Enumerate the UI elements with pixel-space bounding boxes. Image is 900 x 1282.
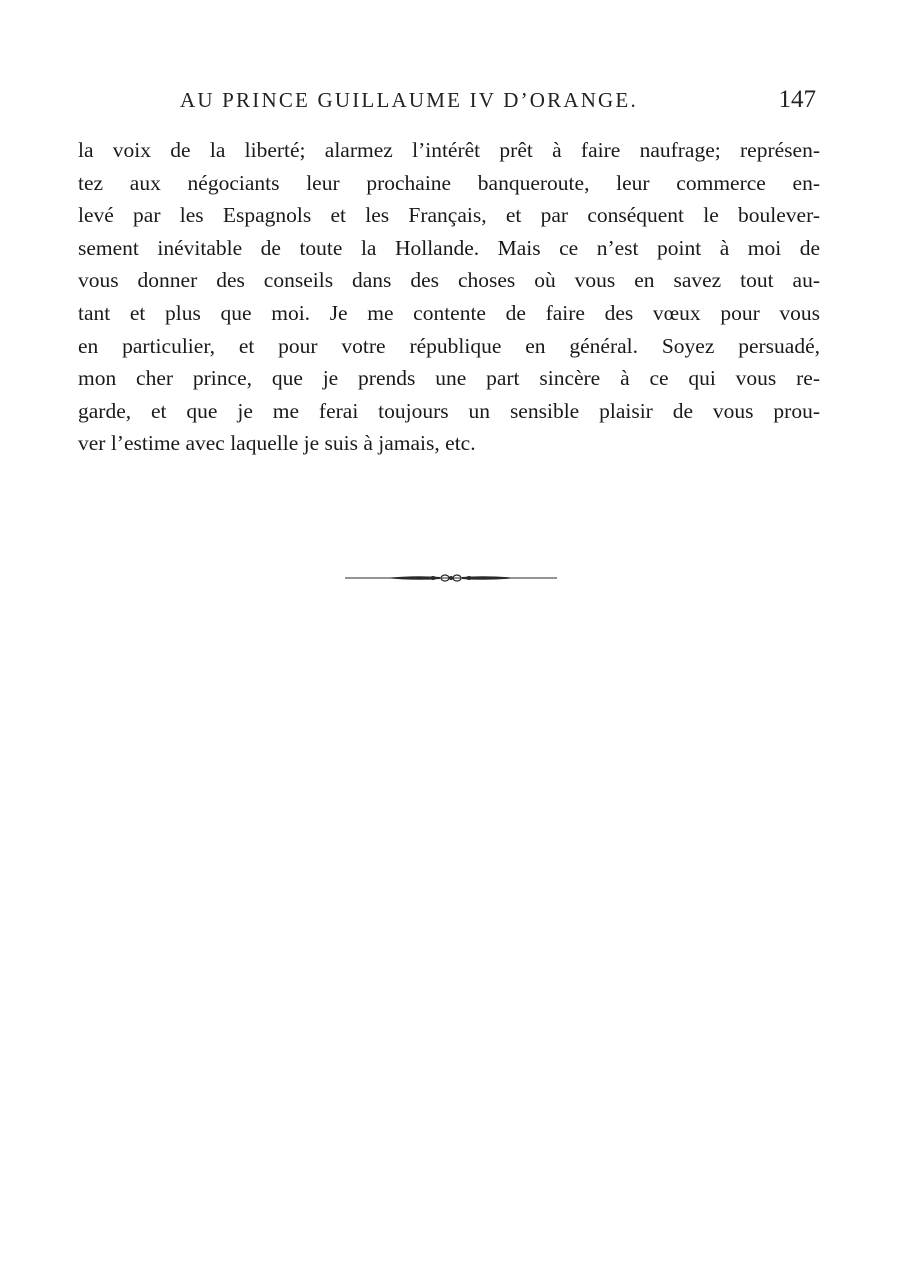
text-line: sement inévitable de toute la Hollande. Mais ce n’est point à moi de	[78, 235, 820, 260]
letter-text	[78, 134, 820, 460]
text-line: la voix de la liberté; alarmez l’intérêt prêt à faire naufrage; représen-	[78, 138, 820, 162]
running-title: AU PRINCE GUILLAUME IV D’ORANGE.	[180, 88, 638, 112]
text-line: ver l’estime avec laquelle je suis à jamais, etc.	[78, 431, 476, 456]
fleuron-rule-icon	[345, 570, 557, 586]
running-head	[78, 88, 820, 122]
text-line: garde, et que je me ferai toujours un sensible plaisir de vous prou-	[78, 398, 820, 423]
text-line: vous donner des conseils dans des choses où vous en savez tout au-	[78, 268, 820, 293]
text-line: tez aux négociants leur prochaine banqueroute, leur commerce en-	[78, 170, 820, 195]
page-number: 147	[778, 86, 816, 113]
text-line: mon cher prince, que je prends une part sincère à ce qui vous re-	[78, 366, 820, 391]
text-line: levé par les Espagnols et les Français, et par conséquent le boulever-	[78, 203, 820, 228]
text-line: tant et plus que moi. Je me contente de faire des vœux pour vous	[78, 300, 820, 325]
text-line: en particulier, et pour votre république en général. Soyez persuadé,	[78, 333, 820, 358]
